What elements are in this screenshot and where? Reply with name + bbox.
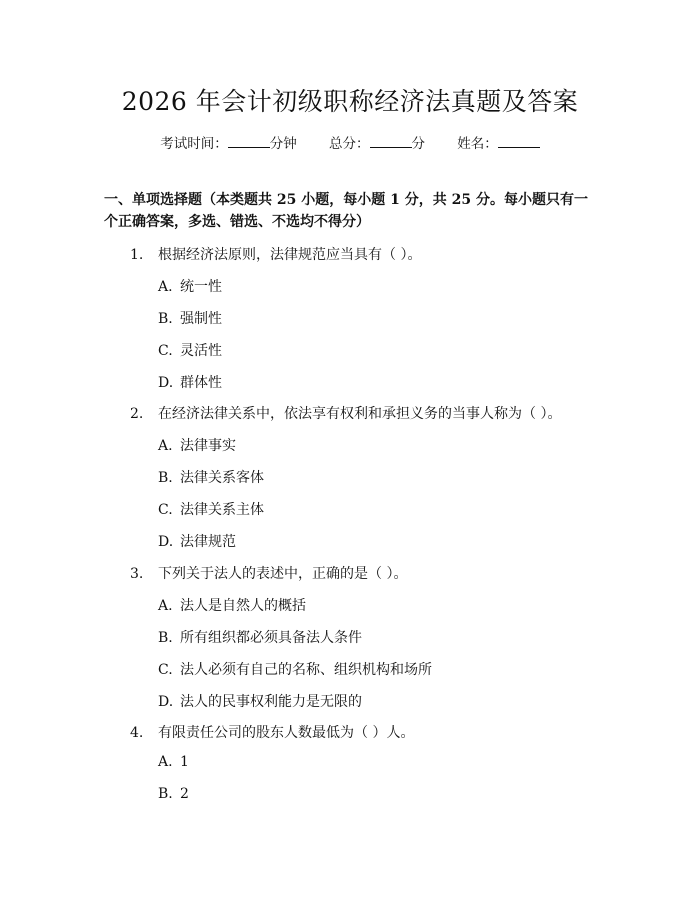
name-blank (498, 135, 540, 148)
option (158, 659, 432, 679)
question-number: 1. (130, 247, 144, 263)
time-unit: 分钟 (269, 136, 297, 152)
question-text: 在经济法律关系中，依法享有权利和承担义务的当事人称为（ ）。 (158, 406, 562, 422)
option-text: 法律关系客体 (180, 470, 264, 486)
question-number: 3. (130, 566, 144, 582)
score-blank (370, 135, 412, 148)
question (130, 403, 561, 423)
option (158, 595, 306, 615)
exam-time (160, 132, 297, 152)
option-text: 灵活性 (180, 343, 222, 359)
option-letter: D. (158, 534, 174, 550)
score-label: 总分： (329, 136, 370, 152)
option-letter: B. (158, 470, 173, 486)
option (158, 754, 189, 770)
option-text: 1 (180, 754, 189, 770)
option (158, 499, 264, 519)
section-heading: 一、单项选择题（本类题共 25 小题，每小题 1 分，共 25 分。每小题只有一个正确答案，多选、错选、不选均不得分） (104, 192, 588, 230)
option-text: 强制性 (180, 311, 222, 327)
question (130, 244, 421, 264)
time-blank (228, 135, 270, 148)
option (158, 435, 236, 455)
option (158, 340, 222, 360)
option (158, 786, 189, 802)
option-letter: A. (158, 598, 173, 614)
option-letter: B. (158, 630, 173, 646)
question (130, 563, 407, 583)
question-text: 根据经济法原则，法律规范应当具有（ ）。 (158, 247, 422, 263)
option-text: 法人是自然人的概括 (180, 598, 306, 614)
option-letter: B. (158, 311, 173, 327)
question-number: 2. (130, 406, 144, 422)
option-letter: C. (158, 662, 173, 678)
document-title: 2026 年会计初级职称经济法真题及答案 (121, 87, 579, 116)
name-label: 姓名： (457, 136, 498, 152)
question (130, 722, 414, 742)
option-text: 法律事实 (180, 438, 236, 454)
option (158, 308, 222, 328)
option-text: 群体性 (180, 375, 222, 391)
option-letter: A. (158, 754, 173, 770)
question-number: 4. (130, 725, 144, 741)
option-letter: B. (158, 786, 173, 802)
option (158, 691, 362, 711)
option-text: 法人的民事权利能力是无限的 (180, 694, 362, 710)
option-text: 统一性 (180, 279, 222, 295)
option-letter: C. (158, 502, 173, 518)
question-text: 有限责任公司的股东人数最低为（ ）人。 (158, 725, 415, 741)
question-text: 下列关于法人的表述中，正确的是（ ）。 (158, 566, 408, 582)
student-name (457, 132, 540, 152)
option-letter: D. (158, 375, 174, 391)
option-letter: A. (158, 279, 173, 295)
option (158, 531, 236, 551)
option-letter: D. (158, 694, 174, 710)
option-text: 法人必须有自己的名称、组织机构和场所 (180, 662, 432, 678)
option-text: 所有组织都必须具备法人条件 (180, 630, 362, 646)
option-text: 法律规范 (180, 534, 236, 550)
option (158, 276, 222, 296)
option (158, 627, 362, 647)
option (158, 372, 222, 392)
option (158, 467, 264, 487)
option-text: 法律关系主体 (180, 502, 264, 518)
option-text: 2 (180, 786, 189, 802)
option-letter: A. (158, 438, 173, 454)
time-label: 考试时间： (160, 136, 228, 152)
score-unit: 分 (411, 136, 425, 152)
total-score (329, 132, 425, 152)
option-letter: C. (158, 343, 173, 359)
exam-meta (0, 132, 700, 152)
